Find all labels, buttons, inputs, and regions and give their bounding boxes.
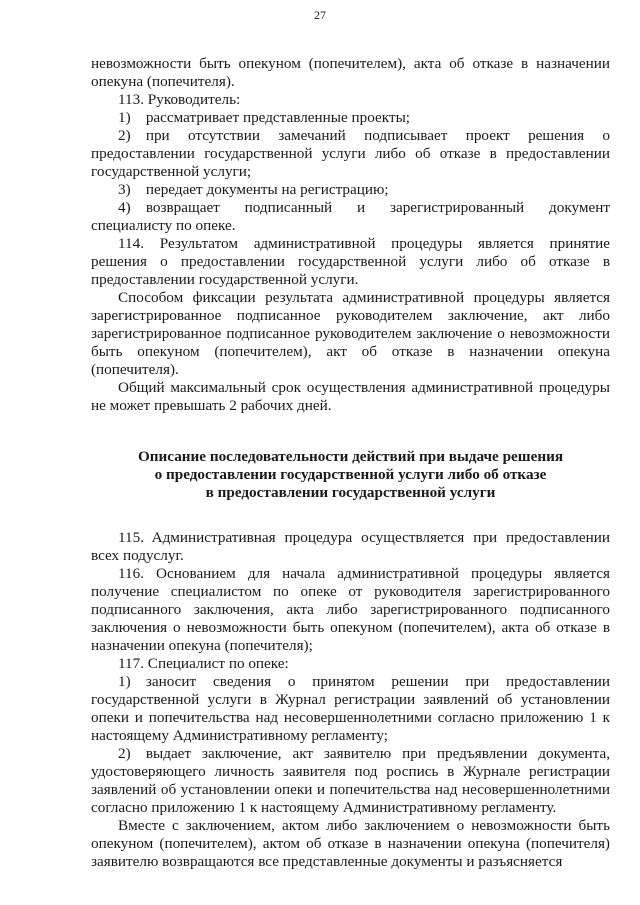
paragraph: Вместе с заключением, актом либо заключением о невозможности быть опекуном (попечителем), актом об отказе в назначении опекуна (попечителя) заявителю возвращаются все представленные документы и разъясняется — [91, 817, 610, 870]
document-body — [91, 55, 610, 871]
page-number: 27 — [314, 8, 326, 22]
section-heading — [91, 448, 610, 502]
section-heading-line: Описание последовательности действий при выдаче решения — [137, 448, 564, 465]
paragraph: 1) рассматривает представленные проекты; — [118, 109, 411, 126]
paragraph: 114. Результатом административной процедуры является принятие решения о предоставлении государственной услуги либо об отказе в предоставлении государственной услуги. — [91, 235, 610, 288]
paragraph: 2) выдает заключение, акт заявителю при предъявлении документа, удостоверяющего личность заявителя под роспись в Журнале регистрации заявлений об установлении опеки и попечительства над несовершеннолетними согласно приложению 1 к настоящему Административному регламенту. — [91, 745, 610, 816]
section-heading-line: в предоставлении государственной услуги — [205, 484, 496, 501]
section-after-heading — [91, 529, 610, 871]
section-heading-line: о предоставлении государственной услуги либо об отказе — [154, 466, 547, 483]
paragraph: 3) передает документы на регистрацию; — [118, 181, 389, 198]
paragraph: Общий максимальный срок осуществления административной процедуры не может превышать 2 рабочих дней. — [91, 379, 610, 414]
paragraph: 4) возвращает подписанный и зарегистрированный документ специалисту по опеке. — [91, 199, 610, 234]
paragraph: 1) заносит сведения о принятом решении при предоставлении государственной услуги в Журнал регистрации заявлений об установлении опеки и попечительства над несовершеннолетними согласно приложению 1 к настоящему Административному регламенту; — [91, 673, 610, 744]
paragraph: Способом фиксации результата административной процедуры является зарегистрированное подписанное руководителем заключение, акт либо зарегистрированное подписанное руководителем заключение о невозможности быть опекуном (попечителем), акт об отказе в назначении опекуна (попечителя). — [91, 289, 610, 378]
section-before-heading — [91, 55, 610, 415]
paragraph: 115. Административная процедура осуществляется при предоставлении всех подуслуг. — [91, 529, 610, 564]
paragraph: 2) при отсутствии замечаний подписывает проект решения о предоставлении государственной услуги либо об отказе в предоставлении государственной услуги; — [91, 127, 610, 180]
paragraph: 116. Основанием для начала административной процедуры является получение специалистом по опеке от руководителя зарегистрированного подписанного заключения, акта либо зарегистрированного подписанного заключения о невозможности быть опекуном (попечителем), акта об отказе в назначении опекуна (попечителя); — [91, 565, 610, 654]
paragraph: невозможности быть опекуном (попечителем), акта об отказе в назначении опекуна (попечителя). — [91, 55, 610, 90]
paragraph: 113. Руководитель: — [118, 91, 241, 108]
paragraph: 117. Специалист по опеке: — [118, 655, 289, 672]
